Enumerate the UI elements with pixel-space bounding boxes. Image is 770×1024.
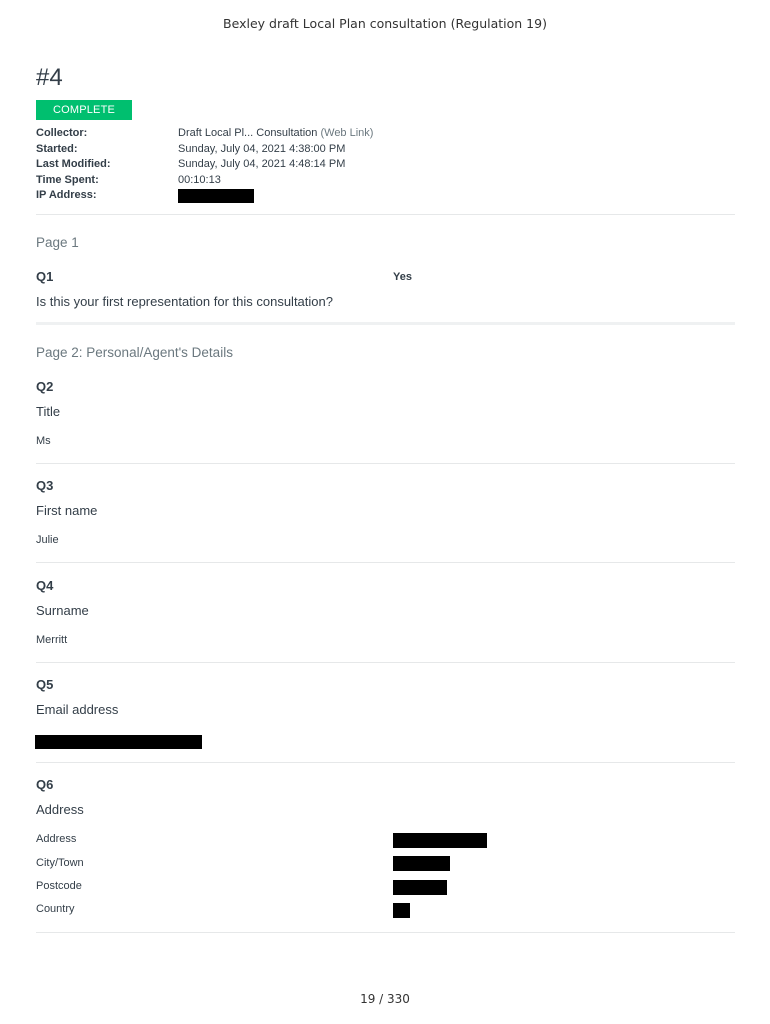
time-spent-label: Time Spent: (36, 173, 99, 186)
page-2-title: Page 2: Personal/Agent's Details (36, 345, 233, 360)
q5-answer-redacted (35, 735, 202, 749)
collector-row (36, 126, 373, 142)
q3-text: First name (36, 503, 98, 518)
q3-answer: Julie (36, 534, 59, 546)
q6-number: Q6 (36, 777, 54, 792)
divider (36, 662, 735, 663)
divider (36, 762, 735, 763)
q1-answer: Yes (393, 271, 412, 283)
q6-country-redacted (393, 903, 410, 918)
q4-answer: Merritt (36, 634, 68, 646)
q6-field-label: Postcode (36, 880, 82, 892)
collector-label: Collector: (36, 127, 88, 139)
q6-field-label: City/Town (36, 857, 84, 869)
q6-text: Address (36, 802, 84, 817)
status-badge: COMPLETE (36, 100, 132, 120)
divider (36, 463, 735, 464)
page-1-title: Page 1 (36, 235, 79, 250)
started-label: Started: (36, 142, 78, 155)
q6-field-label: Address (36, 833, 77, 845)
response-metadata (36, 126, 373, 204)
last-modified-label: Last Modified: (36, 158, 111, 170)
q2-text: Title (36, 404, 61, 419)
q6-field-label: Country (36, 903, 75, 915)
page-counter: 19 / 330 (360, 992, 410, 1006)
q6-postcode-redacted (393, 880, 447, 895)
q4-text: Surname (36, 603, 89, 618)
divider (36, 562, 735, 563)
q6-city-redacted (393, 856, 450, 871)
time-spent-value: 00:10:13 (178, 173, 221, 186)
divider (36, 214, 735, 215)
last-modified-value: Sunday, July 04, 2021 4:48:14 PM (178, 158, 346, 170)
ip-address-row (36, 188, 373, 204)
divider (36, 932, 735, 933)
last-modified-row (36, 157, 373, 173)
ip-address-label: IP Address: (36, 189, 97, 201)
response-number: #4 (36, 64, 63, 91)
collector-value (178, 126, 373, 142)
q2-number: Q2 (36, 379, 54, 394)
redaction-block (178, 189, 254, 203)
q4-number: Q4 (36, 578, 54, 593)
q1-number: Q1 (36, 269, 54, 284)
started-row (36, 142, 373, 158)
ip-address-value (178, 188, 254, 204)
collector-name: Draft Local Pl... Consultation (178, 127, 318, 139)
q1-text: Is this your first representation for this consultation? (36, 294, 333, 309)
time-spent-row (36, 173, 373, 189)
q5-text: Email address (36, 702, 119, 717)
page-divider (36, 322, 735, 325)
q6-address-redacted (393, 833, 487, 848)
q2-answer: Ms (36, 435, 51, 447)
document-header: Bexley draft Local Plan consultation (Regulation 19) (223, 16, 547, 31)
collector-type: (Web Link) (320, 127, 374, 139)
q5-number: Q5 (36, 677, 54, 692)
started-value: Sunday, July 04, 2021 4:38:00 PM (178, 142, 346, 155)
q3-number: Q3 (36, 478, 54, 493)
